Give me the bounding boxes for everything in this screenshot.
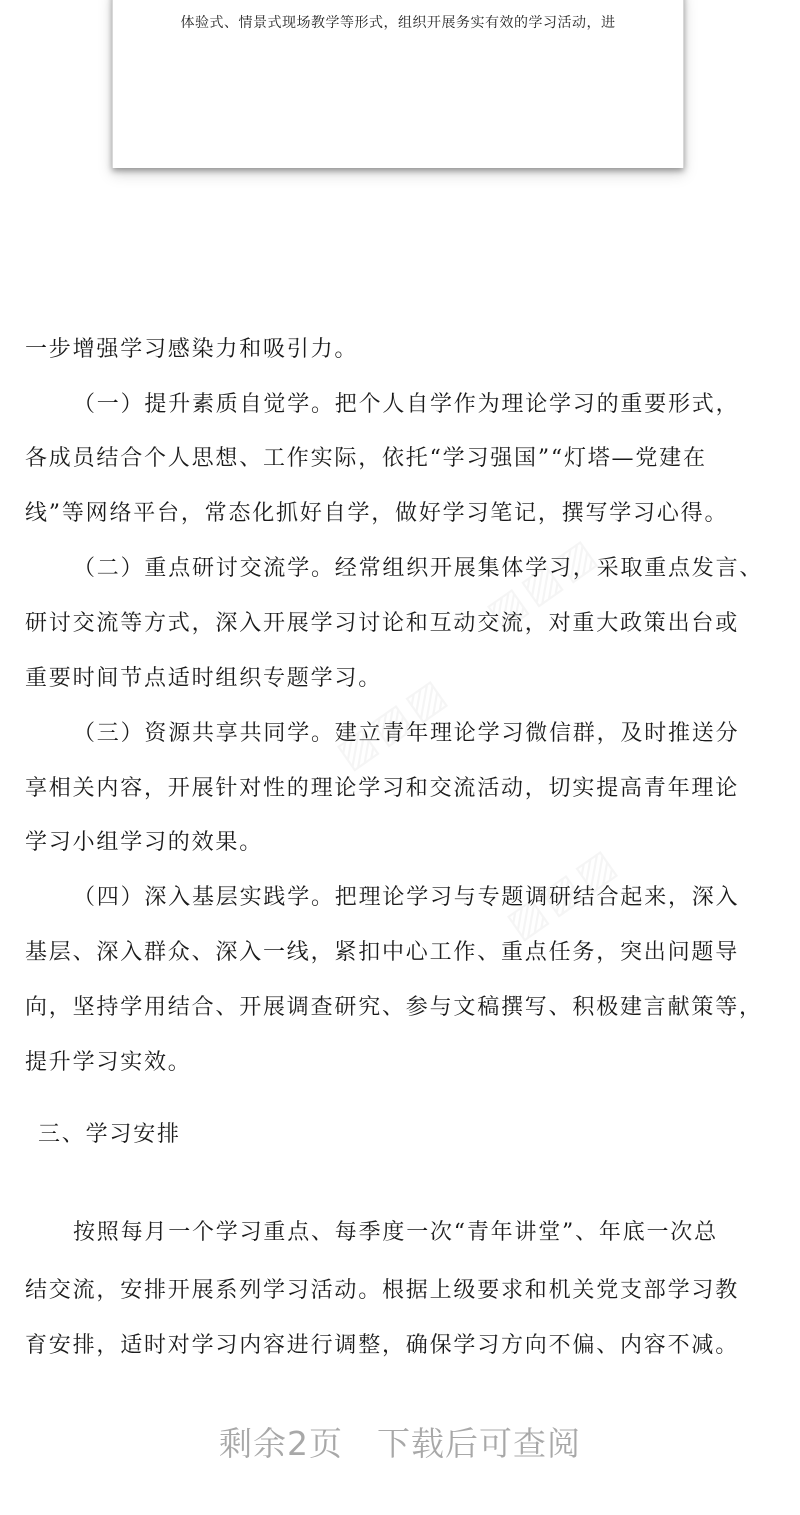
paragraph-line: （三）资源共享共同学。建立青年理论学习微信群，及时推送分 [73, 721, 740, 746]
paragraph-line: 各成员结合个人思想、工作实际，依托“学习强国”“灯塔—党建在 [25, 446, 707, 471]
paragraph-line: 育安排，适时对学习内容进行调整，确保学习方向不偏、内容不减。 [25, 1333, 740, 1358]
paragraph-line: 提升学习实效。 [25, 1050, 192, 1075]
paragraph-line: 向，坚持学用结合、开展调查研究、参与文稿撰写、积极建言献策等， [25, 995, 763, 1020]
download-to-read-more-link[interactable]: 剩余2页 下载后可查阅 [219, 1424, 581, 1463]
paragraph-line: 研讨交流等方式，深入开展学习讨论和互动交流，对重大政策出台或 [25, 611, 740, 636]
paragraph-line: （四）深入基层实践学。把理论学习与专题调研结合起来，深入 [73, 885, 740, 910]
paragraph-line: 重要时间节点适时组织专题学习。 [25, 666, 383, 691]
paragraph-line: 线”等网络平台，常态化抓好自学，做好学习笔记，撰写学习心得。 [25, 501, 729, 526]
paragraph-line: 基层、深入群众、深入一线，紧扣中心工作、重点任务，突出问题导 [25, 940, 740, 965]
paragraph-line: 结交流，安排开展系列学习活动。根据上级要求和机关党支部学习教 [25, 1278, 740, 1303]
section-heading: 三、学习安排 [38, 1122, 181, 1147]
preview-text-line: 体验式、情景式现场教学等形式，组织开展务实有效的学习活动，进 [180, 15, 616, 31]
paragraph-line: 学习小组学习的效果。 [25, 830, 264, 855]
paragraph-line: 按照每月一个学习重点、每季度一次“青年讲堂”、年底一次总 [73, 1220, 718, 1245]
paragraph-line: （二）重点研讨交流学。经常组织开展集体学习，采取重点发言、 [73, 556, 764, 581]
paragraph-line: 享相关内容，开展针对性的理论学习和交流活动，切实提高青年理论 [25, 776, 740, 801]
paragraph-line: （一）提升素质自觉学。把个人自学作为理论学习的重要形式， [73, 392, 740, 417]
paragraph-line: 一步增强学习感染力和吸引力。 [25, 337, 359, 362]
preview-page-card [112, 0, 684, 168]
